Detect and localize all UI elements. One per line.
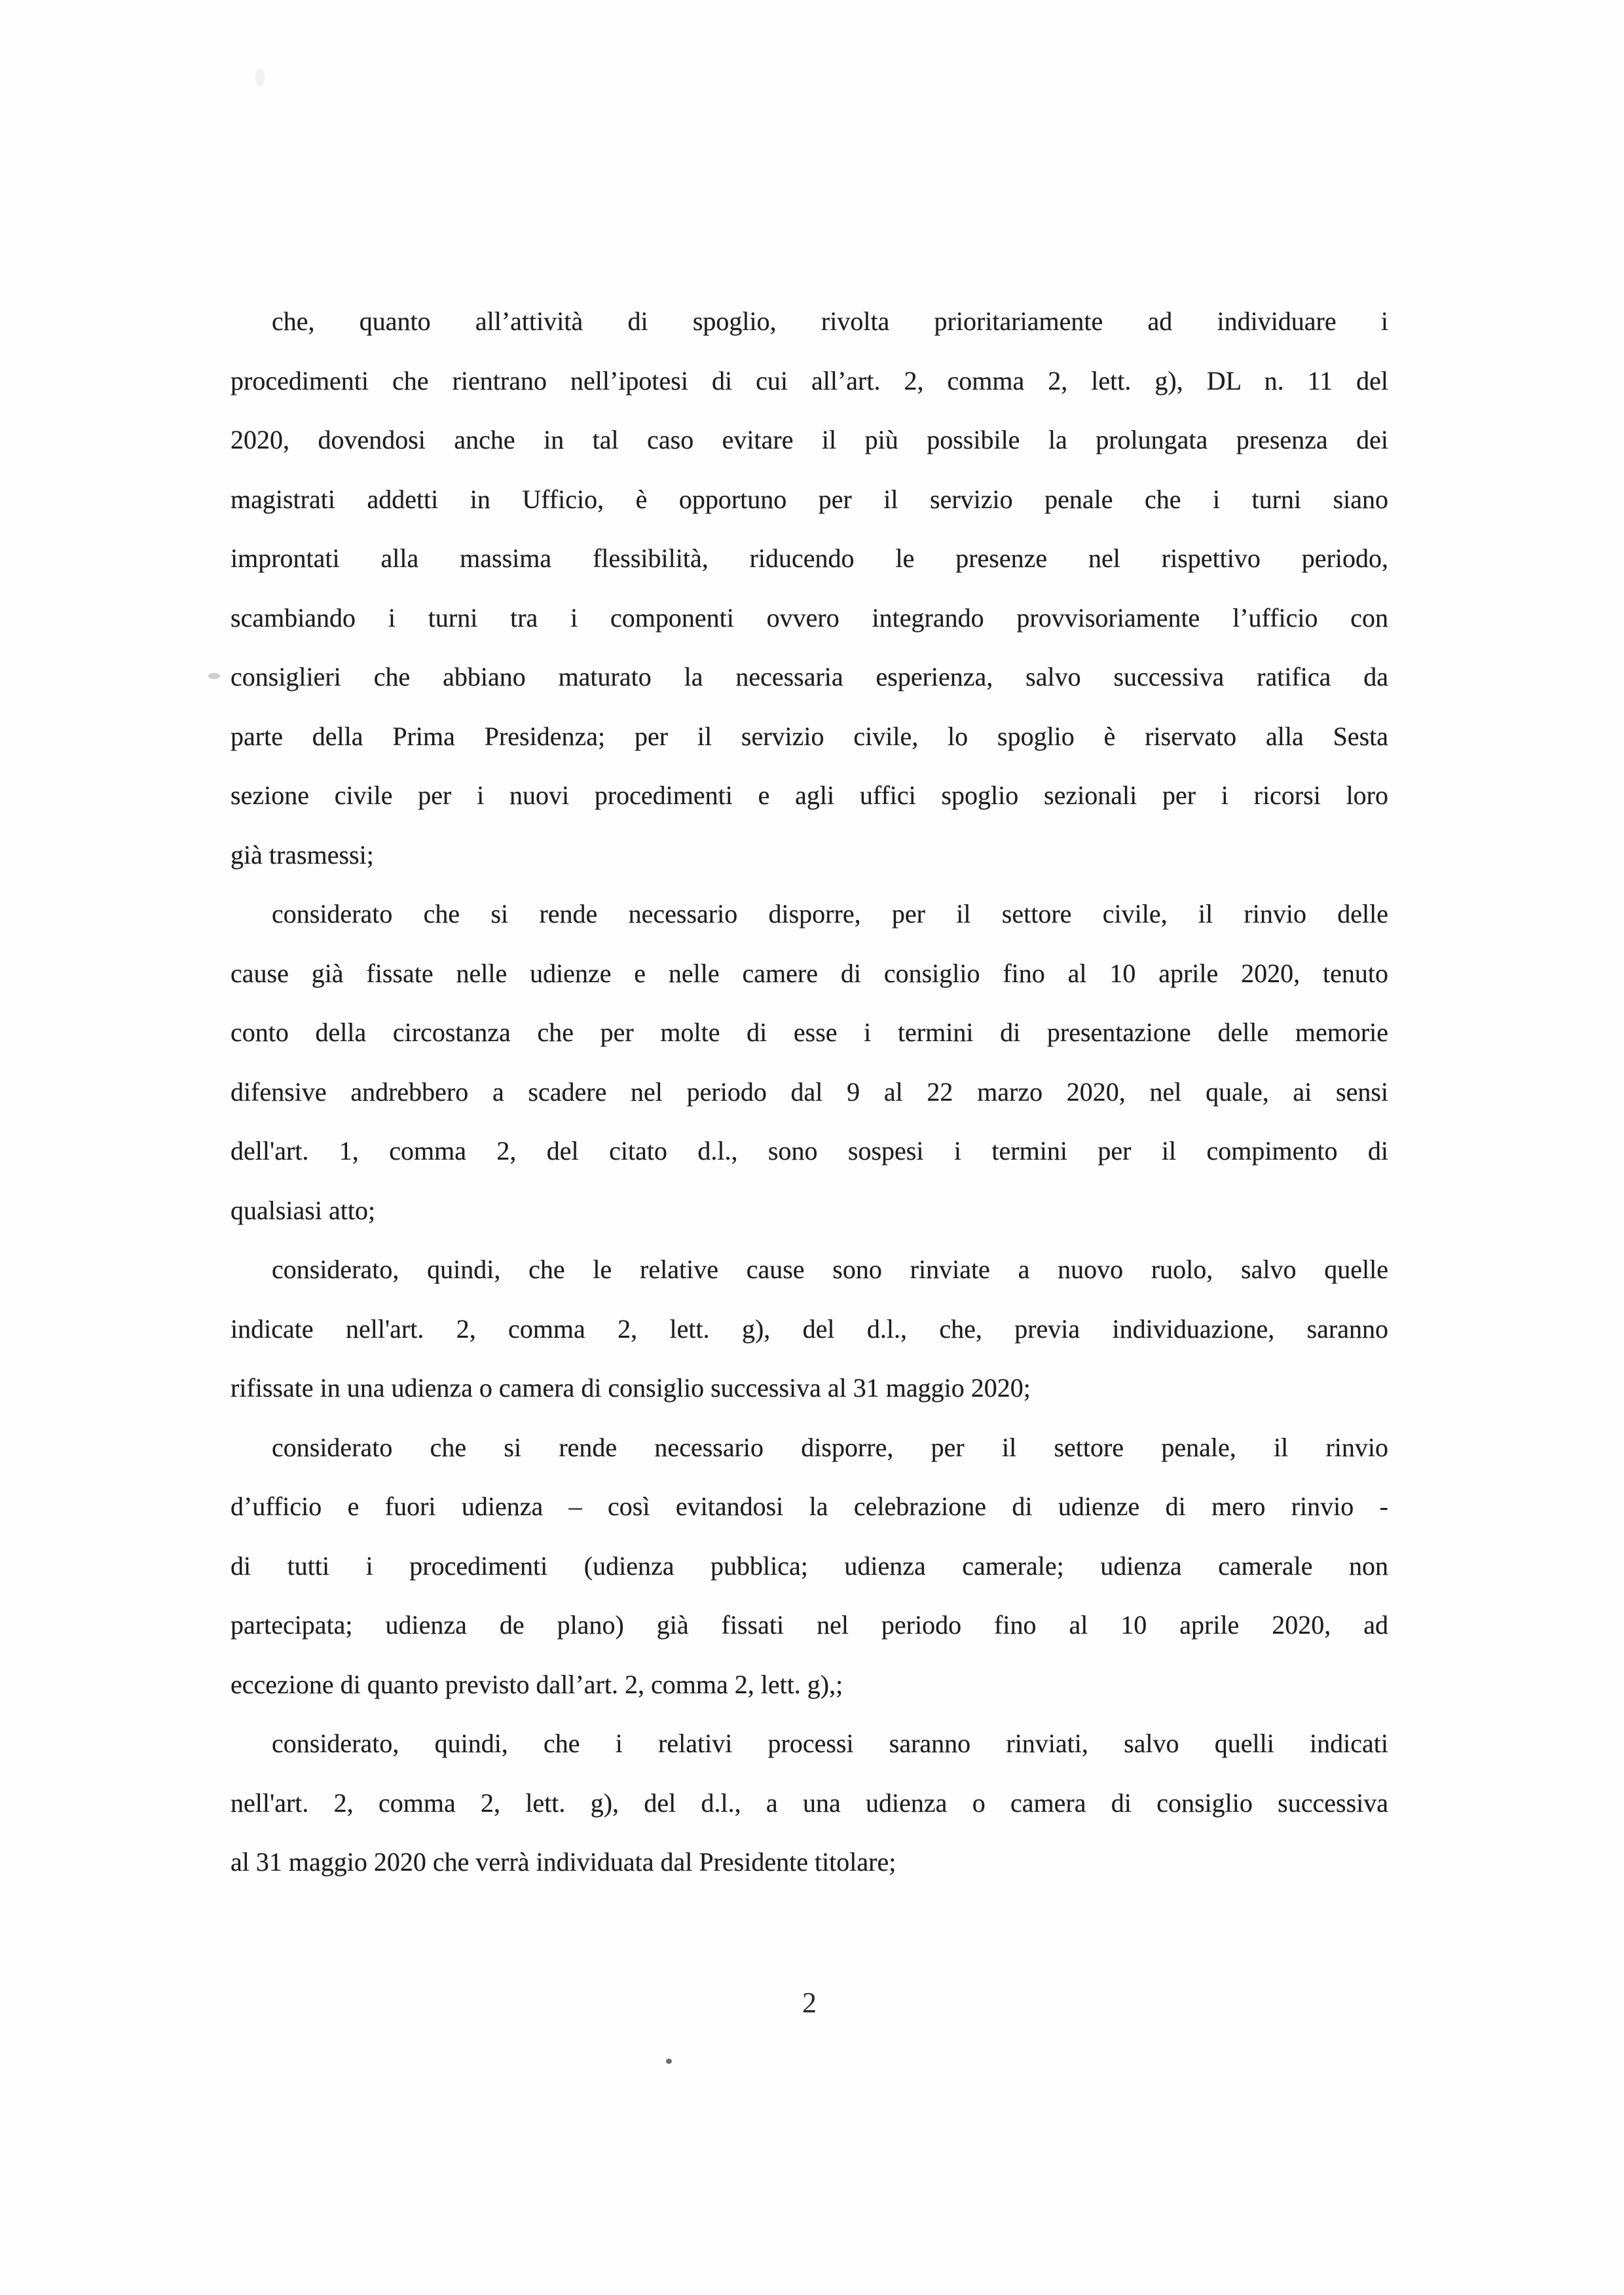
text-line: sezione civile per i nuovi procedimenti e agli uffici spoglio sezionali per i ricorsi loro (231, 780, 1388, 810)
text-line: considerato che si rende necessario disporre, per il settore penale, il rinvio (272, 1432, 1388, 1462)
text-line: al 31 maggio 2020 che verrà individuata dal Presidente titolare; (231, 1847, 896, 1877)
paragraph (231, 1240, 1388, 1418)
text-line: indicate nell'art. 2, comma 2, lett. g), del d.l., che, previa individuazione, saranno (231, 1313, 1388, 1344)
paragraph (231, 1418, 1388, 1715)
text-line: procedimenti che rientrano nell’ipotesi di cui all’art. 2, comma 2, lett. g), DL n. 11 del (231, 365, 1388, 395)
text-line: scambiando i turni tra i componenti ovvero integrando provvisoriamente l’ufficio con (231, 602, 1388, 633)
paragraph (231, 1714, 1388, 1892)
text-line: che, quanto all’attività di spoglio, rivolta prioritariamente ad individuare i (272, 306, 1388, 336)
text-line: partecipata; udienza de plano) già fissati nel periodo fino al 10 aprile 2020, ad (231, 1610, 1388, 1640)
text-line: 2020, dovendosi anche in tal caso evitare il più possibile la prolungata presenza dei (231, 425, 1388, 454)
text-line: di tutti i procedimenti (udienza pubblica; udienza camerale; udienza camerale non (231, 1551, 1388, 1581)
text-line: d’ufficio e fuori udienza – così evitandosi la celebrazione di udienze di mero rinvio - (231, 1492, 1388, 1521)
text-line: parte della Prima Presidenza; per il servizio civile, lo spoglio è riservato alla Sesta (231, 721, 1388, 751)
text-line: difensive andrebbero a scadere nel periodo dal 9 al 22 marzo 2020, nel quale, ai sensi (231, 1076, 1388, 1107)
text-line: magistrati addetti in Ufficio, è opportuno per il servizio penale che i turni siano (231, 484, 1388, 514)
scan-smudge (255, 69, 265, 86)
text-line: già trasmessi; (231, 839, 374, 870)
page-number: 2 (802, 1987, 817, 2019)
document-text-block (231, 292, 1388, 1892)
text-line: cause già fissate nelle udienze e nelle camere di consiglio fino al 10 aprile 2020, tenuto (231, 958, 1388, 988)
scan-speck (666, 2059, 672, 2064)
text-line: improntati alla massima flessibilità, riducendo le presenze nel rispettivo periodo, (231, 543, 1388, 573)
text-line: eccezione di quanto previsto dall’art. 2, comma 2, lett. g),; (231, 1669, 843, 1699)
scan-speck (208, 673, 220, 679)
text-line: dell'art. 1, comma 2, del citato d.l., sono sospesi i termini per il compimento di (231, 1136, 1388, 1166)
paragraph (231, 885, 1388, 1240)
text-line: qualsiasi atto; (231, 1195, 376, 1225)
paragraph (231, 292, 1388, 885)
text-line: consiglieri che abbiano maturato la necessaria esperienza, salvo successiva ratifica da (231, 662, 1388, 691)
text-line: conto della circostanza che per molte di esse i termini di presentazione delle memorie (231, 1018, 1388, 1047)
text-line: considerato, quindi, che le relative cause sono rinviate a nuovo ruolo, salvo quelle (272, 1255, 1388, 1284)
text-line: nell'art. 2, comma 2, lett. g), del d.l., a una udienza o camera di consiglio successiva (231, 1788, 1388, 1818)
text-line: considerato che si rende necessario disporre, per il settore civile, il rinvio delle (272, 899, 1388, 928)
text-line: considerato, quindi, che i relativi processi saranno rinviati, salvo quelli indicati (272, 1729, 1388, 1758)
text-line: rifissate in una udienza o camera di consiglio successiva al 31 maggio 2020; (231, 1373, 1031, 1403)
